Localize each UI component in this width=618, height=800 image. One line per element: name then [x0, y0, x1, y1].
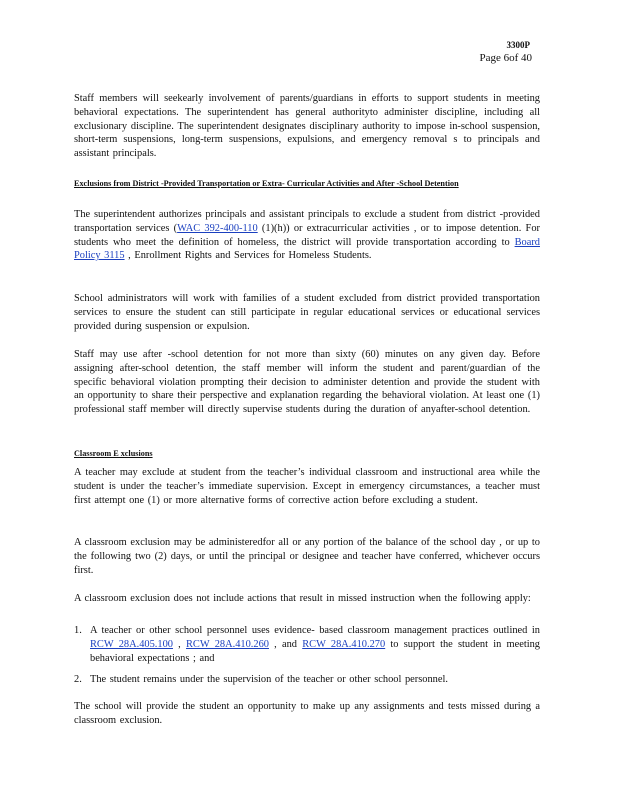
heading-classroom-exclusions: Classroom E xclusions [74, 449, 153, 458]
text-segment: , and [268, 638, 303, 650]
list-number: 2. [74, 674, 82, 686]
heading-transportation-exclusions: Exclusions from District -Provided Transportation or Extra- Curricular Activities and After -School Detention [74, 179, 459, 188]
board-policy-link[interactable]: Board Policy 3115 [74, 236, 540, 262]
rcw-link[interactable]: RCW 28A.405.100 [90, 638, 173, 650]
paragraph-teacher-exclusion: A teacher may exclude at student from the teacher’s individual classroom and instructional area while the student is under the teacher’s immediate supervision. Except in emergency circumstances, a teacher must first attempt one (1) or more alternative forms of corrective action before excluding a student. [74, 467, 540, 506]
list-item [74, 624, 540, 665]
paragraph-after-school-detention: Staff may use after -school detention for not more than sixty (60) minutes on any given day. Before assigning after-school detention, the staff member will inform the student and parent/guardian of the specific behavioral violation prompting their decision to administer detention and provide the student with an opportunity to share their perspective and explanation regarding the behavioral violation. At least one (1) professional staff member will directly supervise students during the duration of anyafter-school detention. [74, 349, 540, 416]
conditions-list [74, 624, 540, 687]
paragraph-exclusion-definition: A classroom exclusion does not include actions that result in missed instruction when the following apply: [74, 593, 531, 604]
text-segment: The student remains under the supervision of the teacher or other school personnel. [90, 674, 448, 686]
list-item [74, 673, 540, 687]
wac-link[interactable]: WAC 392-400-110 [177, 222, 258, 234]
paragraph-family-coordination: School administrators will work with families of a student excluded from district provided transportation services to ensure the student can still participate in regular educational services or educational services provided during suspension or expulsion. [74, 293, 540, 332]
text-segment: A teacher or other school personnel uses evidence- based classroom management practices outlined in [90, 625, 540, 636]
paragraph-exclusion-duration: A classroom exclusion may be administeredfor all or any portion of the balance of the school day , or up to the following two (2) days, or until the principal or designee and teacher have conferred, whichever occurs first. [74, 537, 540, 576]
policy-code: 3300P [506, 40, 530, 50]
text-segment: , [172, 638, 186, 650]
rcw-link[interactable]: RCW 28A.410.270 [302, 638, 386, 650]
text-segment: to support the student in meeting behavioral expectations ; and [90, 638, 540, 664]
text-segment: The superintendent authorizes principals and assistant principals to exclude a student from district -provided transportation services ( [74, 209, 540, 234]
paragraph-transportation-exclusion [74, 208, 540, 263]
rcw-link[interactable]: RCW 28A.410.260 [186, 638, 269, 650]
list-number: 1. [74, 625, 82, 636]
text-segment: (1)(h)) or extracurricular activities , or to impose detention. For students who meet the definition of homeless, the district will provide transportation according to [74, 222, 540, 248]
paragraph-disciplinary-authority: Staff members will seekearly involvement of parents/guardians in efforts to support students in meeting behavioral expectations. The superintendent has general authorityto administer discipline, including all exclusionary discipline. The superintendent designates disciplinary authority to impose in-school suspension, short-term suspensions, long-term suspensions, expulsions, and emergency removal s to principals and assistant principals. [74, 93, 540, 160]
text-segment: , Enrollment Rights and Services for Homeless Students. [124, 250, 372, 262]
paragraph-makeup-work: The school will provide the student an opportunity to make up any assignments and tests missed during a classroom exclusion. [74, 701, 540, 726]
page-number: Page 6of 40 [479, 52, 532, 64]
